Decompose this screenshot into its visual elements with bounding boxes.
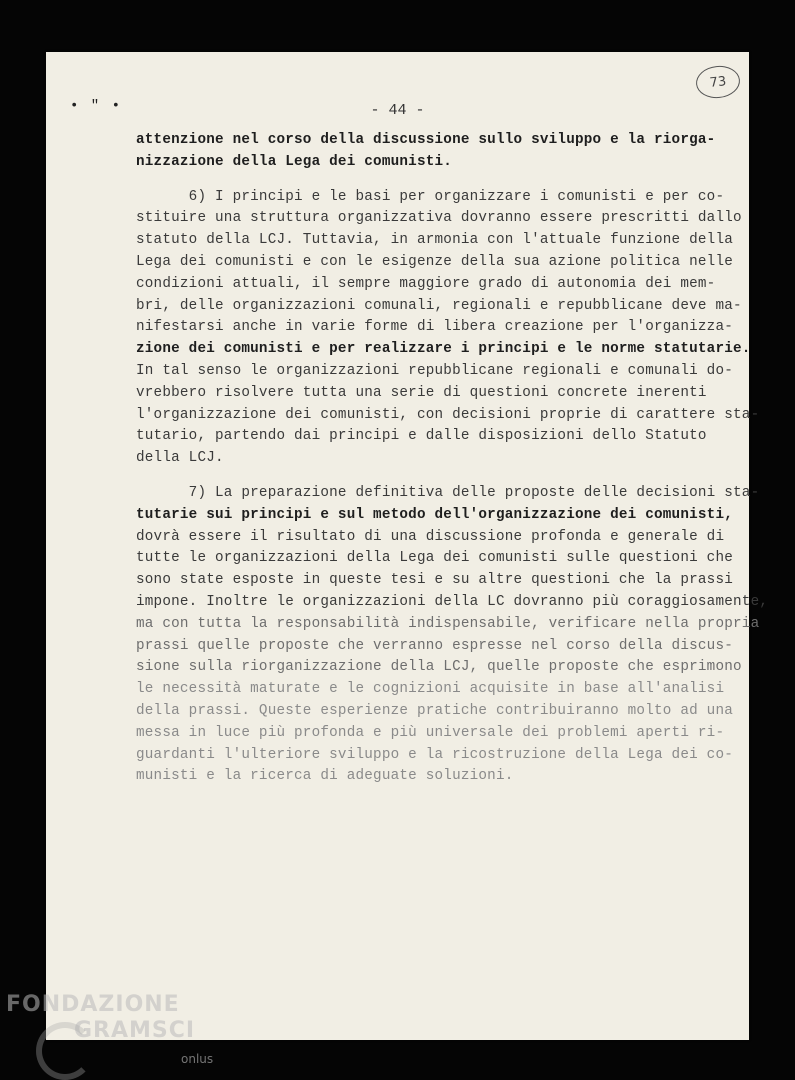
logo-ring-icon [36, 1022, 94, 1080]
text-line: 7) La preparazione definitiva delle proposte delle decisioni sta- [136, 484, 760, 501]
text-line: munisti e la ricerca di adeguate soluzioni. [136, 768, 514, 785]
corner-marks: • " • [70, 98, 123, 114]
text-line: ma con tutta la responsabilità indispensabile, verificare nella propria [136, 615, 760, 632]
text-line: 6) I principi e le basi per organizzare i comunisti e per co- [136, 188, 725, 205]
text-line: della LCJ. [136, 450, 224, 467]
document-page [46, 52, 769, 1040]
body-text [136, 130, 769, 788]
text-line: bri, delle organizzazioni comunali, regionali e repubblicane deve ma- [136, 297, 742, 314]
watermark-line-2: GRAMSCI [74, 1018, 196, 1043]
text-line: tutario, partendo dai principi e dalle disposizioni dello Statuto [136, 428, 707, 445]
text-line: tutte le organizzazioni della Lega dei comunisti sulle questioni che [136, 550, 734, 567]
text-line: nizzazione della Lega dei comunisti. [136, 153, 453, 170]
text-line: tutarie sui principi e sul metodo dell'organizzazione dei comunisti, [136, 506, 734, 523]
archive-stamp [694, 64, 741, 100]
text-line: dovrà essere il risultato di una discussione profonda e generale di [136, 528, 725, 545]
text-line: della prassi. Queste esperienze pratiche contribuiranno molto ad una [136, 702, 734, 719]
watermark-suffix: onlus [181, 1052, 214, 1066]
text-line: condizioni attuali, il sempre maggiore grado di autonomia dei mem- [136, 275, 716, 292]
text-line: zione dei comunisti e per realizzare i principi e le norme statutarie. [136, 341, 751, 358]
text-line: attenzione nel corso della discussione sullo sviluppo e la riorga- [136, 132, 716, 148]
text-line: vrebbero risolvere tutta una serie di questioni concrete inerenti [136, 384, 707, 401]
text-line: le necessità maturate e le cognizioni acquisite in base all'analisi [136, 681, 725, 698]
page-number: - 44 - [370, 102, 425, 119]
text-line: In tal senso le organizzazioni repubblicane regionali e comunali do- [136, 362, 734, 379]
text-line: sione sulla riorganizzazione della LCJ, quelle proposte che esprimono [136, 659, 742, 676]
text-line: l'organizzazione dei comunisti, con decisioni proprie di carattere sta- [136, 406, 760, 423]
text-line: nifestarsi anche in varie forme di libera creazione per l'organizza- [136, 319, 734, 336]
text-line: Lega dei comunisti e con le esigenze della sua azione politica nelle [136, 253, 734, 270]
text-line: guardanti l'ulteriore sviluppo e la ricostruzione della Lega dei co- [136, 746, 734, 763]
text-line: impone. Inoltre le organizzazioni della LC dovranno più coraggiosamente, [136, 593, 769, 610]
text-line: stituire una struttura organizzativa dovranno essere prescritti dallo [136, 210, 742, 227]
text-line: prassi quelle proposte che verranno espresse nel corso della discus- [136, 637, 734, 654]
text-line: statuto della LCJ. Tuttavia, in armonia con l'attuale funzione della [136, 232, 734, 249]
watermark-line-1: FONDAZIONE [6, 992, 180, 1017]
fondazione-gramsci-watermark [6, 992, 214, 1066]
text-line: sono state esposte in queste tesi e su altre questioni che la prassi [136, 572, 734, 589]
text-line: messa in luce più profonda e più universale dei problemi aperti ri- [136, 724, 725, 741]
archive-number: 73 [708, 73, 728, 91]
